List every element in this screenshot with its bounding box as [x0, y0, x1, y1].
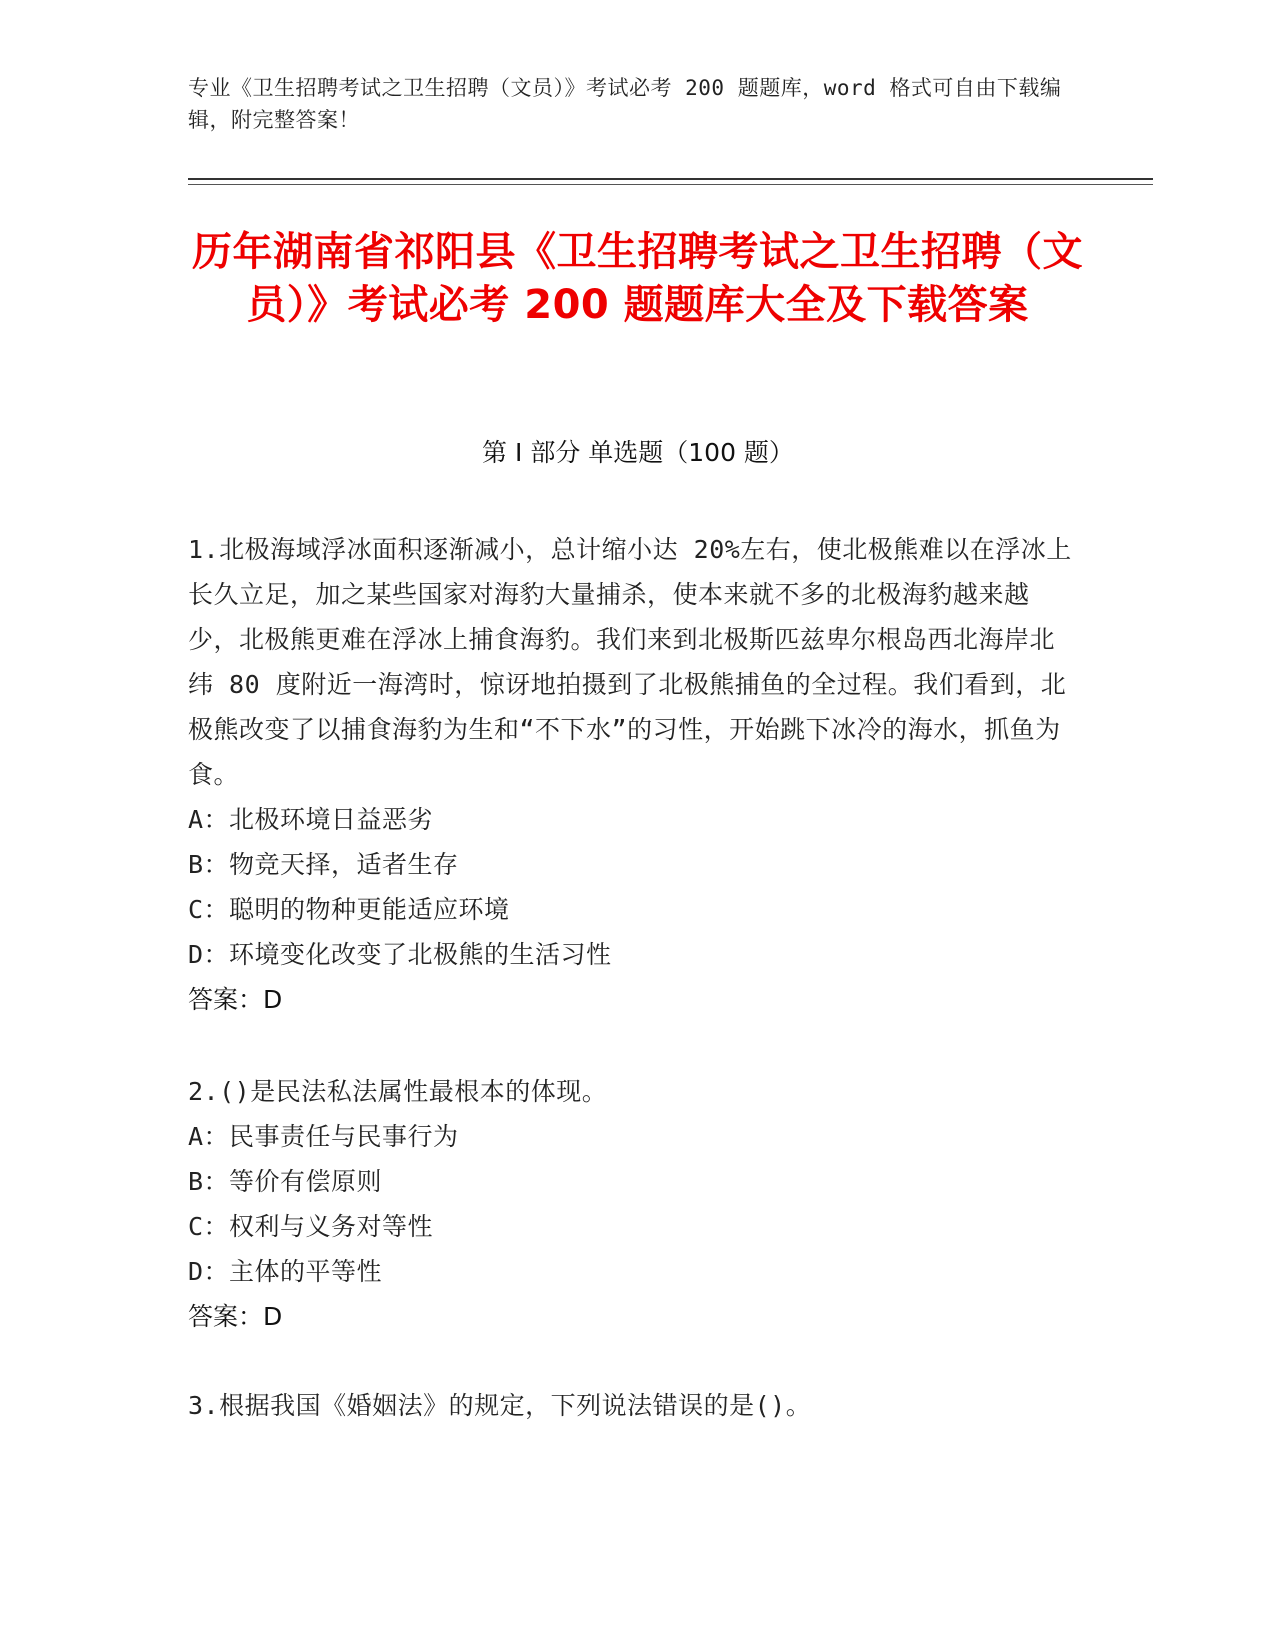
option-a: A：北极环境日益恶劣	[188, 805, 434, 834]
option-d: D：主体的平等性	[188, 1257, 383, 1286]
option-a: A：民事责任与民事行为	[188, 1122, 459, 1151]
header-note: 专业《卫生招聘考试之卫生招聘（文员）》考试必考 200 题题库，word 格式可自由下载编辑，附完整答案！	[188, 76, 1062, 132]
option-b: B：等价有偿原则	[188, 1167, 383, 1196]
option-d: D：环境变化改变了北极熊的生活习性	[188, 940, 612, 969]
header-divider	[188, 178, 1153, 180]
header-divider-thin	[188, 184, 1153, 185]
question-stem: 3.根据我国《婚姻法》的规定，下列说法错误的是()。	[188, 1391, 812, 1420]
question-stem: 2.()是民法私法属性最根本的体现。	[188, 1077, 608, 1106]
option-b: B：物竞天择，适者生存	[188, 850, 459, 879]
question-stem: 1.北极海域浮冰面积逐渐减小，总计缩小达 20%左右，使北极熊难以在浮冰上长久立足，加之某些国家对海豹大量捕杀，使本来就不多的北极海豹越来越少，北极熊更难在浮冰上捕食海豹。我们来到北极斯匹兹卑尔根岛西北海岸北纬 80 度附近一海湾时，惊讶地拍摄到了北极熊捕鱼的全过程。我们看到，北极熊改变了以捕食海豹为生和“不下水”的习性，开始跳下冰冷的海水，抓鱼为食。	[188, 535, 1072, 789]
answer-line: 答案：D	[188, 1302, 283, 1331]
question-2	[188, 1069, 1078, 1339]
question-1	[188, 527, 1078, 1022]
section-heading: 第 I 部分 单选题（100 题）	[482, 438, 794, 467]
document-title: 历年湖南省祁阳县《卫生招聘考试之卫生招聘（文员）》考试必考 200 题题库大全及下载答案	[192, 229, 1083, 328]
question-3	[188, 1383, 1078, 1428]
answer-line: 答案：D	[188, 985, 283, 1014]
option-c: C：权利与义务对等性	[188, 1212, 434, 1241]
option-c: C：聪明的物种更能适应环境	[188, 895, 510, 924]
